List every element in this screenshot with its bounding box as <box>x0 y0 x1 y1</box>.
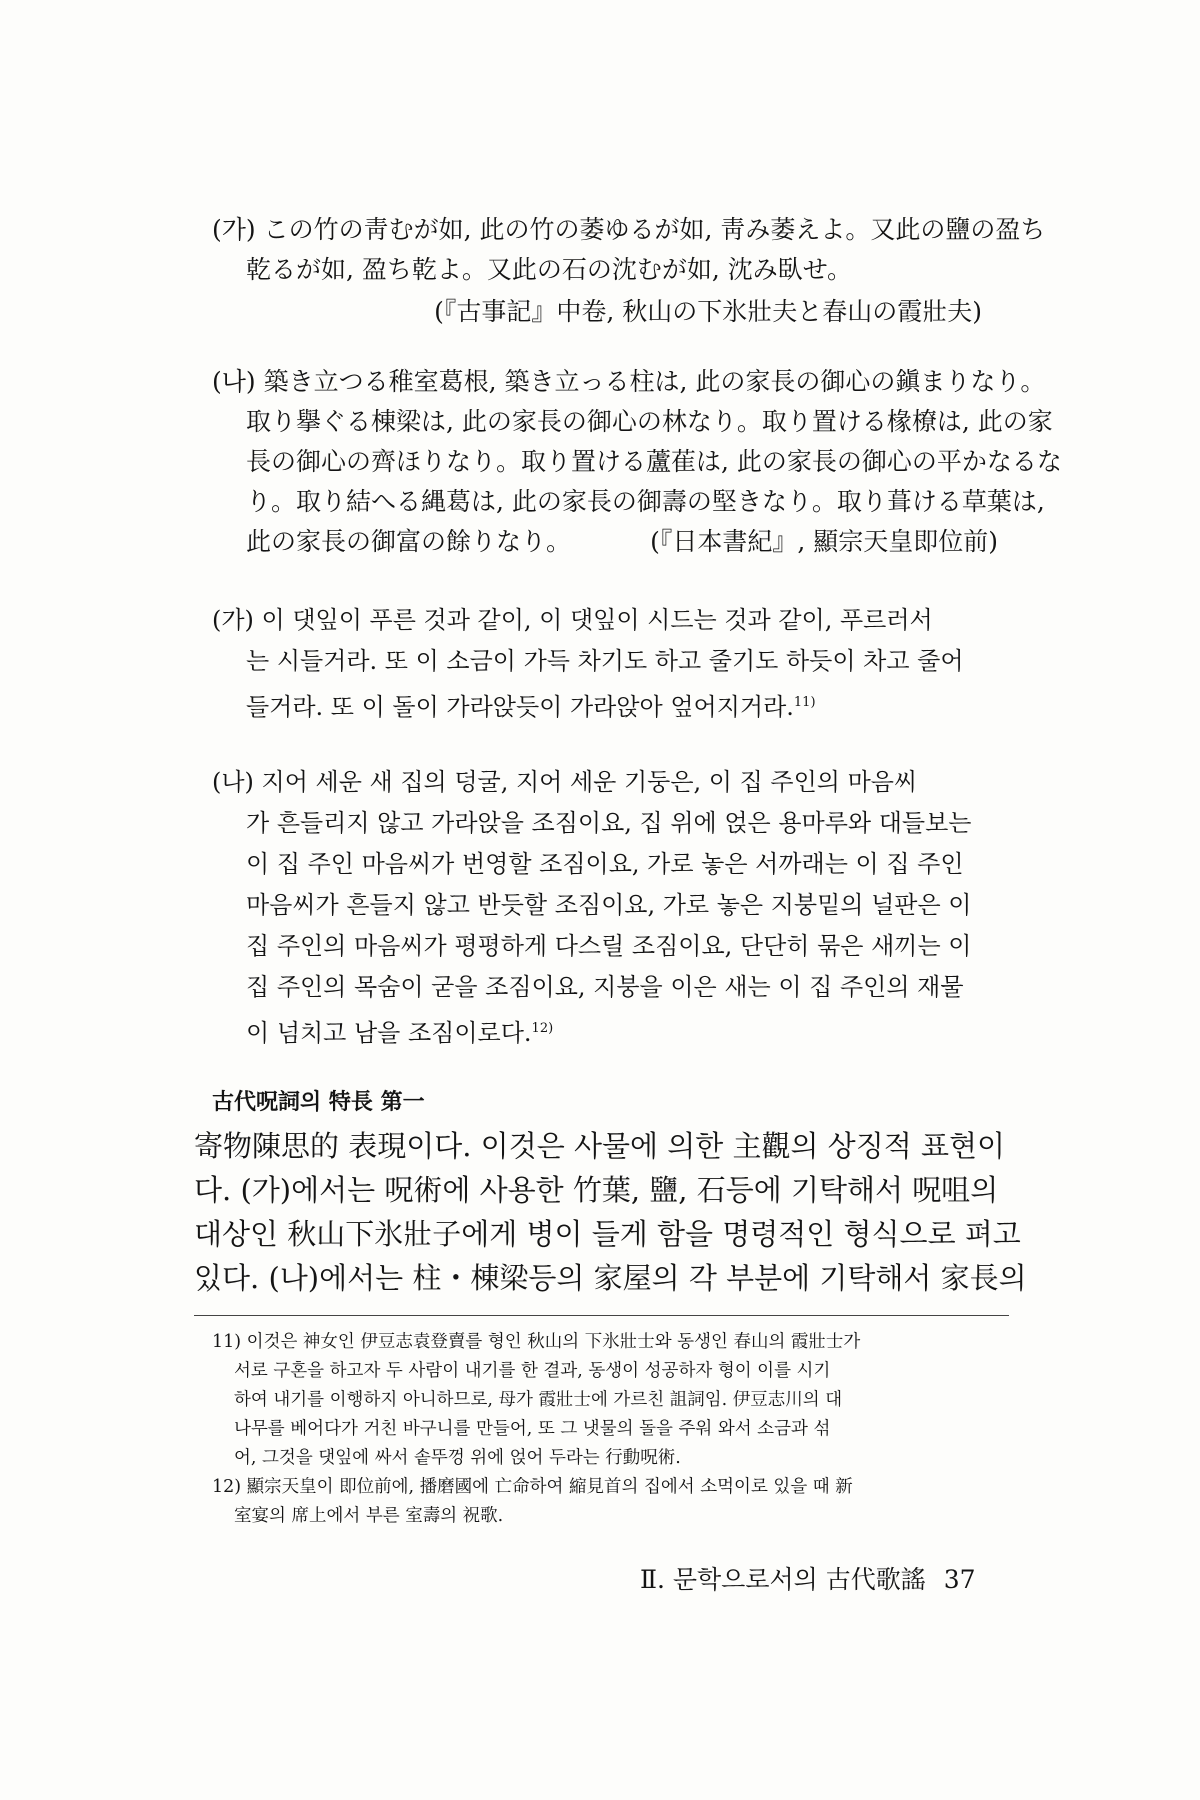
footnote-line: 서로 구혼을 하고자 두 사람이 내기를 한 결과, 동생이 성공하자 형이 이를 시기 <box>234 1361 831 1381</box>
text-line: 마음씨가 흔들지 않고 반듯할 조짐이요, 가로 놓은 지붕밑의 널판은 이 <box>246 891 972 919</box>
footnote-line: 하여 내기를 이행하지 아니하므로, 母가 霞壯士에 가르친 詛詞임. 伊豆志川의 대 <box>234 1390 843 1410</box>
text-line: り。取り結へる縄葛は, 此の家長の御壽の堅きなり。取り葺ける草葉は, <box>246 487 1045 516</box>
page-number: 37 <box>943 1565 976 1594</box>
korean-translation-ga <box>212 600 1012 723</box>
text-fragment: 此の家長の御富の餘りなり。 <box>246 527 572 556</box>
text-line: 寄物陳思的 表現이다. 이것은 사물에 의한 主觀의 상징적 표현이 <box>194 1129 1005 1163</box>
footnote-divider <box>194 1315 1009 1316</box>
text-line <box>212 682 1012 723</box>
text-line: 대상인 秋山下氷壯子에게 병이 들게 함을 명령적인 형식으로 펴고 <box>194 1217 1021 1251</box>
text-fragment: 들거라. 또 이 돌이 가라앉듯이 가라앉아 엎어지거라. <box>246 693 794 721</box>
text-line: 있다. (나)에서는 柱・棟梁등의 家屋의 각 부분에 기탁해서 家長의 <box>194 1261 1027 1295</box>
footnote-line: 11) 이것은 神女인 伊豆志袁登賣를 형인 秋山의 下氷壯士와 동생인 春山의 霞壯士가 <box>212 1332 861 1352</box>
quote-source: (『古事記』中卷, 秋山の下氷壯夫と春山の霞壯夫) <box>434 297 982 326</box>
text-line: 가 흔들리지 않고 가라앉을 조짐이요, 집 위에 얹은 용마루와 대들보는 <box>246 809 972 837</box>
text-line: 乾るが如, 盈ち乾よ。又此の石の沈むが如, 沈み臥せ。 <box>246 255 853 284</box>
footnote-line: 나무를 베어다가 거친 바구니를 만들어, 또 그 냇물의 돌을 주워 와서 소금과 섞 <box>234 1419 831 1439</box>
text-line: 取り擧ぐる棟梁は, 此の家長の御心の林なり。取り置ける椽橑は, 此の家 <box>246 407 1053 436</box>
footnotes <box>212 1328 1012 1531</box>
section-heading: 古代呪詞의 特長 第一 <box>212 1089 425 1115</box>
footnote-line: 어, 그것을 댓잎에 싸서 솥뚜껑 위에 얹어 두라는 行動呪術. <box>234 1448 681 1468</box>
text-line: (나) 지어 세운 새 집의 덩굴, 지어 세운 기둥은, 이 집 주인의 마음씨 <box>212 768 918 796</box>
text-line: (나) 築き立つる稚室葛根, 築き立っる柱は, 此の家長の御心の鎭まりなり。 <box>212 367 1046 396</box>
text-line: 다. (가)에서는 呪術에 사용한 竹葉, 鹽, 石등에 기탁해서 呪咀의 <box>194 1173 999 1207</box>
footnote-line: 室宴의 席上에서 부른 室壽의 祝歌. <box>234 1506 504 1526</box>
japanese-quote-na <box>212 362 1062 562</box>
text-line: 長の御心の齊ほりなり。取り置ける蘆萑は, 此の家長の御心の平かなるな <box>246 447 1062 476</box>
text-line: (가) 이 댓잎이 푸른 것과 같이, 이 댓잎이 시드는 것과 같이, 푸르러서 <box>212 606 933 634</box>
text-line: 집 주인의 목숨이 굳을 조짐이요, 지붕을 이은 새는 이 집 주인의 재물 <box>246 973 964 1001</box>
footnote-reference: 12) <box>531 1021 554 1036</box>
text-line: 이 집 주인 마음씨가 번영할 조짐이요, 가로 놓은 서까래는 이 집 주인 <box>246 850 964 878</box>
japanese-quote-ga <box>212 210 1046 332</box>
text-line <box>212 522 1012 562</box>
page-footer <box>640 1560 976 1596</box>
body-paragraph <box>194 1124 1027 1300</box>
chapter-title: Ⅱ. 문학으로서의 古代歌謠 <box>640 1565 926 1594</box>
footnote-line: 12) 顯宗天皇이 即位前에, 播磨國에 亡命하여 縮見首의 집에서 소먹이로 있을 때 新 <box>212 1477 853 1497</box>
text-line: (가) この竹の靑むが如, 此の竹の萎ゆるが如, 靑み萎えよ。又此の鹽の盈ち <box>212 215 1046 244</box>
footnote-reference: 11) <box>793 695 816 710</box>
text-line: 는 시들거라. 또 이 소금이 가득 차기도 하고 줄기도 하듯이 차고 줄어 <box>246 647 964 675</box>
text-fragment: 이 넘치고 남을 조짐이로다. <box>246 1019 532 1047</box>
text-line <box>212 1008 1012 1049</box>
text-line: 집 주인의 마음씨가 평평하게 다스릴 조짐이요, 단단히 묶은 새끼는 이 <box>246 932 972 960</box>
quote-source: (『日本書紀』, 顯宗天皇即位前) <box>650 527 998 556</box>
korean-translation-na <box>212 762 1012 1049</box>
